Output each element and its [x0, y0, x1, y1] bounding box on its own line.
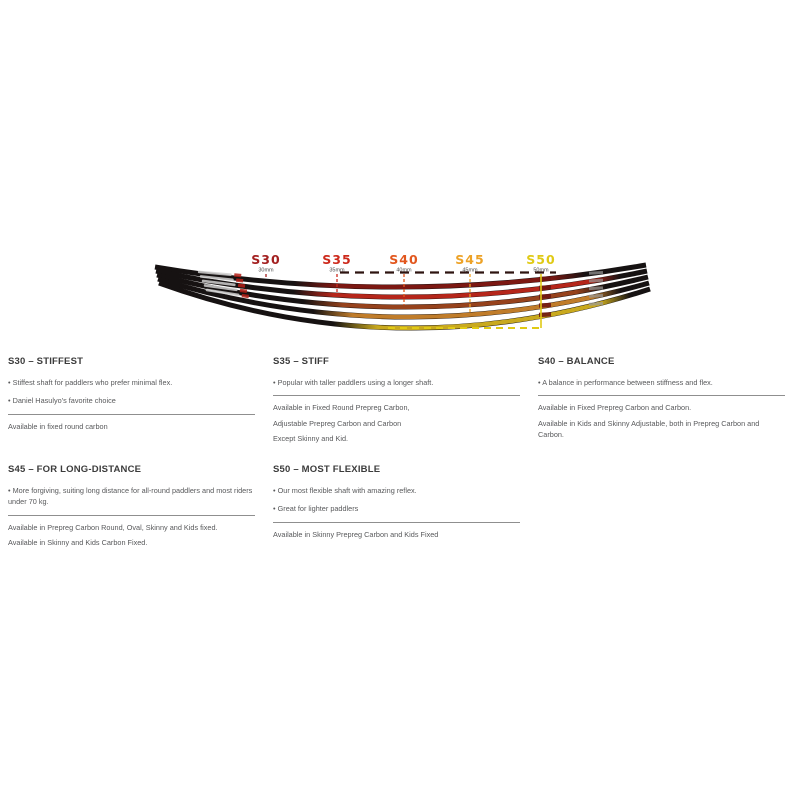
availability-line: Adjustable Prepreg Carbon and Carbon — [273, 418, 402, 428]
section-title: S45 – FOR LONG-DISTANCE — [8, 464, 142, 475]
sections-row-1 — [8, 356, 785, 450]
bullet-item: • Stiffest shaft for paddlers who prefer minimal flex. — [8, 377, 255, 388]
shaft-mm-s45: 45mm — [462, 267, 478, 274]
availability-line: Available in Skinny Prepreg Carbon and Kids Fixed — [273, 529, 439, 539]
divider — [538, 395, 785, 396]
section-s35 — [273, 356, 520, 450]
availability-line: Available in Fixed Prepreg Carbon and Carbon. — [538, 403, 692, 413]
divider — [273, 395, 520, 396]
availability-line: Available in Skinny and Kids Carbon Fixed. — [8, 538, 148, 548]
shaft-mm-s35: 35mm — [329, 267, 345, 274]
bullet-item: • Our most flexible shaft with amazing reflex. — [273, 485, 520, 496]
bullet-item: • More forgiving, suiting long distance for all-round paddlers and most riders under 70 kg. — [8, 485, 255, 508]
shaft-mm-s30: 30mm — [258, 267, 274, 274]
section-title: S30 – STIFFEST — [8, 356, 84, 367]
shaft-label-s40: S40 — [389, 252, 419, 267]
shaft-label-s35: S35 — [322, 252, 352, 267]
availability-line: Available in Kids and Skinny Adjustable, both in Prepreg Carbon and Carbon. — [538, 418, 760, 439]
section-s45 — [8, 464, 255, 553]
section-s40 — [538, 356, 785, 450]
divider — [8, 515, 255, 516]
divider — [8, 414, 255, 415]
availability-line: Available in Fixed Round Prepreg Carbon, — [273, 403, 410, 413]
section-title: S40 – BALANCE — [538, 356, 615, 367]
section-s30 — [8, 356, 255, 450]
sections-row-2 — [8, 464, 785, 553]
shaft-label-s30: S30 — [251, 252, 281, 267]
bullet-item: • Great for lighter paddlers — [273, 503, 520, 514]
section-title: S50 – MOST FLEXIBLE — [273, 464, 381, 475]
availability-line: Except Skinny and Kid. — [273, 434, 349, 444]
section-title: S35 – STIFF — [273, 356, 330, 367]
shaft-label-s50: S50 — [526, 252, 556, 267]
bullet-item: • A balance in performance between stiffness and flex. — [538, 377, 785, 388]
shaft-mm-s40: 40mm — [396, 267, 412, 274]
shaft-label-s45: S45 — [455, 252, 485, 267]
shaft-mm-s50: 50mm — [533, 267, 549, 274]
section-s50 — [273, 464, 520, 553]
bullet-item: • Popular with taller paddlers using a longer shaft. — [273, 377, 520, 388]
shaft-comparison-image — [0, 243, 800, 358]
divider — [273, 522, 520, 523]
availability-line: Available in fixed round carbon — [8, 421, 108, 431]
bullet-item: • Daniel Hasulyo's favorite choice — [8, 395, 255, 406]
availability-line: Available in Prepreg Carbon Round, Oval, Skinny and Kids fixed. — [8, 522, 218, 532]
shaft-tip-marks — [589, 271, 603, 306]
